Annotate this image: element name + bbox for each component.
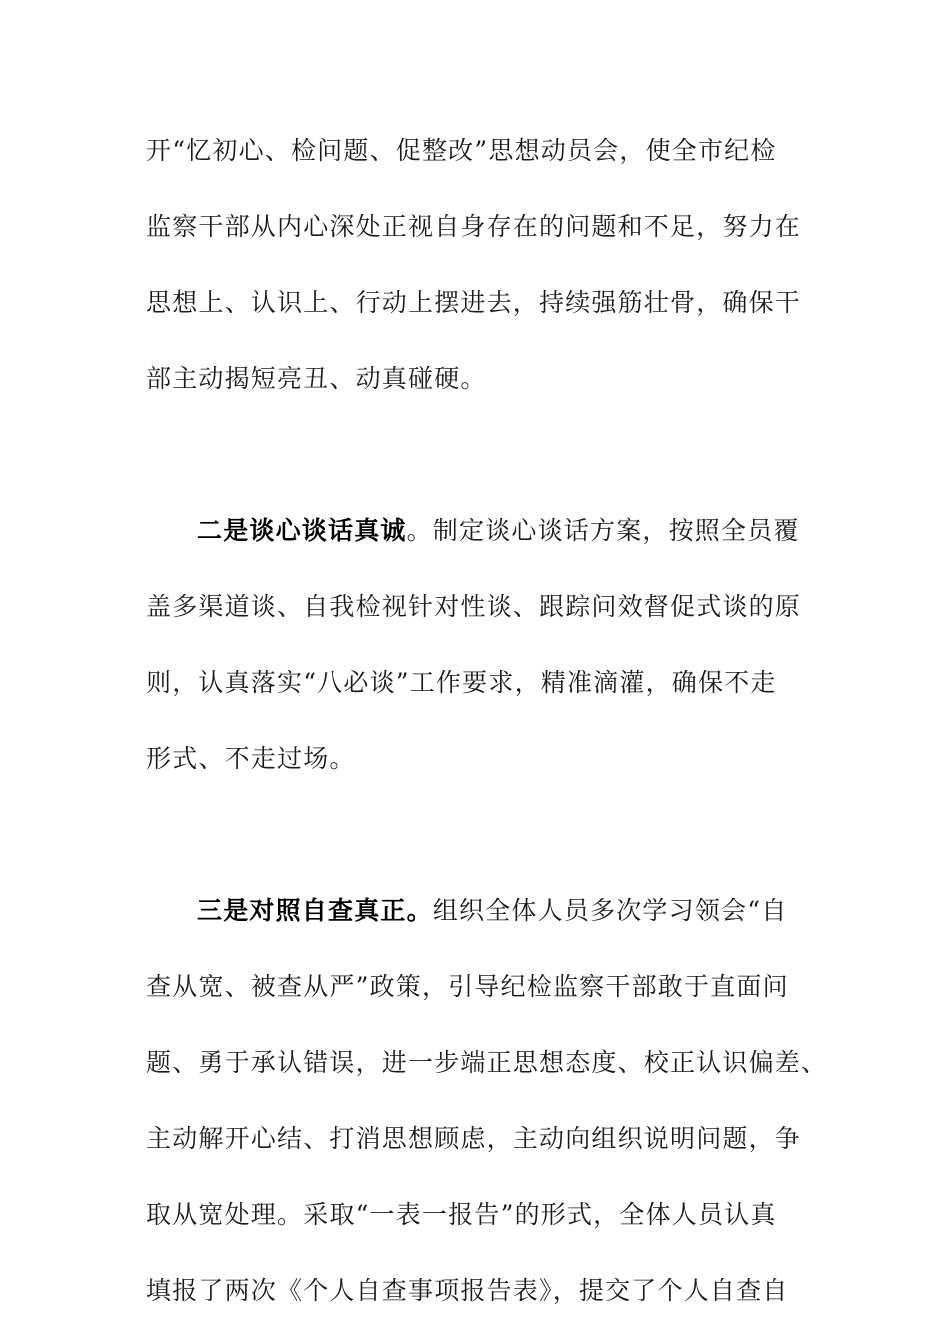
text-line: 取从宽处理。采取“一表一报告”的形式，全体人员认真	[146, 1200, 777, 1229]
document-body	[146, 113, 828, 1329]
text-line-first	[146, 873, 806, 949]
text-line: 题、勇于承认错误，进一步端正思想态度、校正认识偏差、	[146, 1048, 828, 1077]
text-line: 填报了两次《个人自查事项报告表》，提交了个人自查自	[146, 1276, 789, 1305]
text-line: 部主动揭短亮丑、动真碰硬。	[146, 364, 487, 393]
paragraph-continued	[146, 113, 806, 417]
paragraph-gap	[146, 417, 806, 493]
section-heading: 三是对照自查真正。	[197, 896, 433, 925]
paragraph-gap	[146, 797, 806, 873]
text-run: 组织全体人员多次学习领会“自	[432, 896, 788, 925]
text-line: 开“忆初心、检问题、促整改”思想动员会，使全市纪检	[146, 136, 777, 165]
text-line: 查从宽、被查从严”政策，引导纪检监察干部敢于直面问	[146, 972, 789, 1001]
paragraph-section-two	[146, 493, 806, 797]
text-line: 盖多渠道谈、自我检视针对性谈、跟踪问效督促式谈的原	[146, 592, 802, 621]
text-line: 主动解开心结、打消思想顾虑，主动向组织说明问题，争	[146, 1124, 802, 1153]
text-line: 思想上、认识上、行动上摆进去，持续强筋壮骨，确保干	[146, 288, 802, 317]
text-line: 监察干部从内心深处正视自身存在的问题和不足，努力在	[146, 212, 802, 241]
text-line-first	[146, 493, 806, 569]
text-run: 。制定谈心谈话方案，按照全员覆	[406, 516, 800, 545]
section-heading: 二是谈心谈话真诚	[197, 516, 407, 545]
text-line: 形式、不走过场。	[146, 744, 356, 773]
text-line: 则，认真落实“八必谈”工作要求，精准滴灌，确保不走	[146, 668, 777, 697]
paragraph-section-three	[146, 873, 828, 1329]
